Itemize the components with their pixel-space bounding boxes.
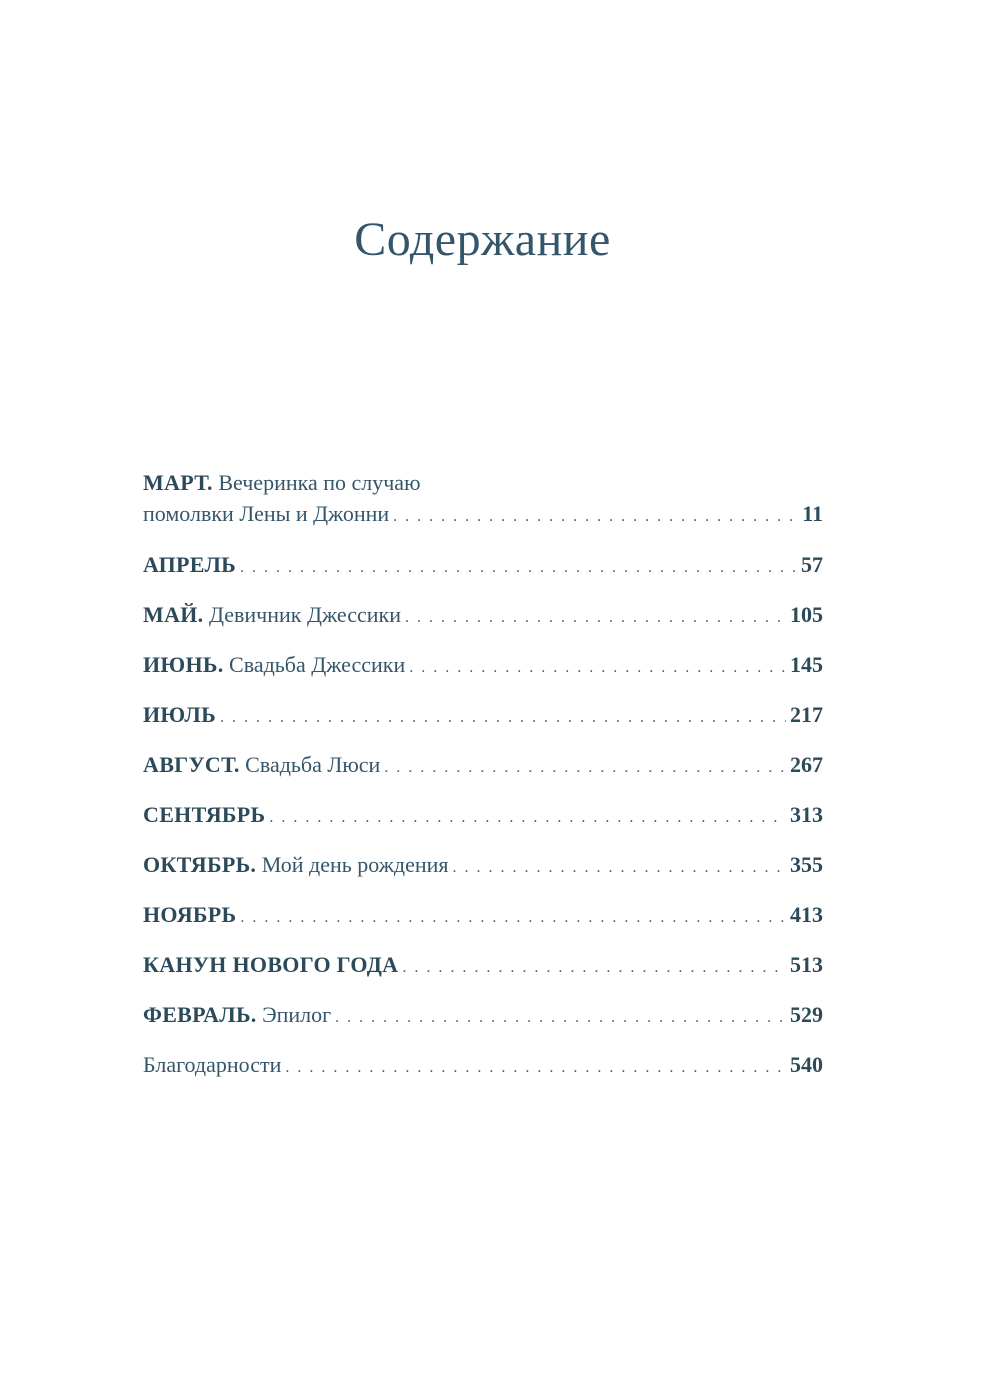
toc-page-number: 355	[790, 852, 823, 877]
toc-page-number: 540	[790, 1052, 823, 1077]
dot-leader	[453, 853, 786, 883]
toc-plain-title: Благодарности	[143, 1052, 282, 1077]
toc-entry-june[interactable]	[143, 650, 823, 700]
toc-entry-second-line	[143, 499, 823, 532]
toc-subtitle-part1: Вечеринка по случаю	[218, 470, 421, 495]
dot-leader	[402, 953, 786, 983]
toc-page-number: 105	[790, 602, 823, 627]
toc-month: НОЯБРЬ	[143, 902, 237, 927]
dot-leader	[335, 1003, 786, 1033]
toc-entry-july[interactable]	[143, 700, 823, 750]
toc-subtitle: Свадьба Джессики	[229, 652, 406, 677]
toc-subtitle: Мой день рождения	[261, 852, 449, 877]
toc-subtitle: Эпилог	[262, 1002, 332, 1027]
toc-month: СЕНТЯБРЬ	[143, 802, 266, 827]
toc-month: ИЮНЬ.	[143, 652, 224, 677]
toc-entry-new-years-eve[interactable]	[143, 950, 823, 1000]
toc-month: МАРТ.	[143, 470, 213, 495]
toc-subtitle: Девичник Джессики	[208, 602, 401, 627]
toc-entry-march[interactable]	[143, 468, 823, 550]
toc-entry-may[interactable]	[143, 600, 823, 650]
dot-leader	[240, 553, 797, 583]
toc-page-number: 313	[790, 802, 823, 827]
toc-month: ИЮЛЬ	[143, 702, 216, 727]
toc-entry-august[interactable]	[143, 750, 823, 800]
page-title: Содержание	[354, 213, 611, 266]
dot-leader	[405, 603, 786, 633]
toc-subtitle: Свадьба Люси	[245, 752, 381, 777]
dot-leader	[269, 803, 786, 833]
dot-leader	[285, 1053, 786, 1083]
toc-month: МАЙ.	[143, 602, 204, 627]
toc-page-number: 57	[801, 552, 823, 577]
toc-month: КАНУН НОВОГО ГОДА	[143, 952, 399, 977]
table-of-contents	[143, 468, 823, 1100]
toc-entry-first-line	[143, 468, 823, 499]
toc-entry-february[interactable]	[143, 1000, 823, 1050]
dot-leader	[409, 653, 786, 683]
toc-subtitle: помолвки Лены и Джонни	[143, 501, 390, 526]
toc-month: ОКТЯБРЬ.	[143, 852, 257, 877]
toc-page-number: 513	[790, 952, 823, 977]
toc-month: АПРЕЛЬ	[143, 552, 237, 577]
toc-entry-april[interactable]	[143, 550, 823, 600]
dot-leader	[393, 502, 798, 532]
toc-page-number: 217	[790, 702, 823, 727]
toc-entry-october[interactable]	[143, 850, 823, 900]
toc-month: ФЕВРАЛЬ.	[143, 1002, 257, 1027]
dot-leader	[240, 903, 786, 933]
toc-entry-september[interactable]	[143, 800, 823, 850]
toc-entry-acknowledgements[interactable]	[143, 1050, 823, 1100]
toc-page-number: 11	[802, 501, 823, 526]
dot-leader	[220, 703, 786, 733]
toc-page-number: 145	[790, 652, 823, 677]
toc-page-number: 413	[790, 902, 823, 927]
toc-month: АВГУСТ.	[143, 752, 240, 777]
dot-leader	[384, 753, 786, 783]
toc-page-number: 529	[790, 1002, 823, 1027]
toc-entry-november[interactable]	[143, 900, 823, 950]
toc-page-number: 267	[790, 752, 823, 777]
